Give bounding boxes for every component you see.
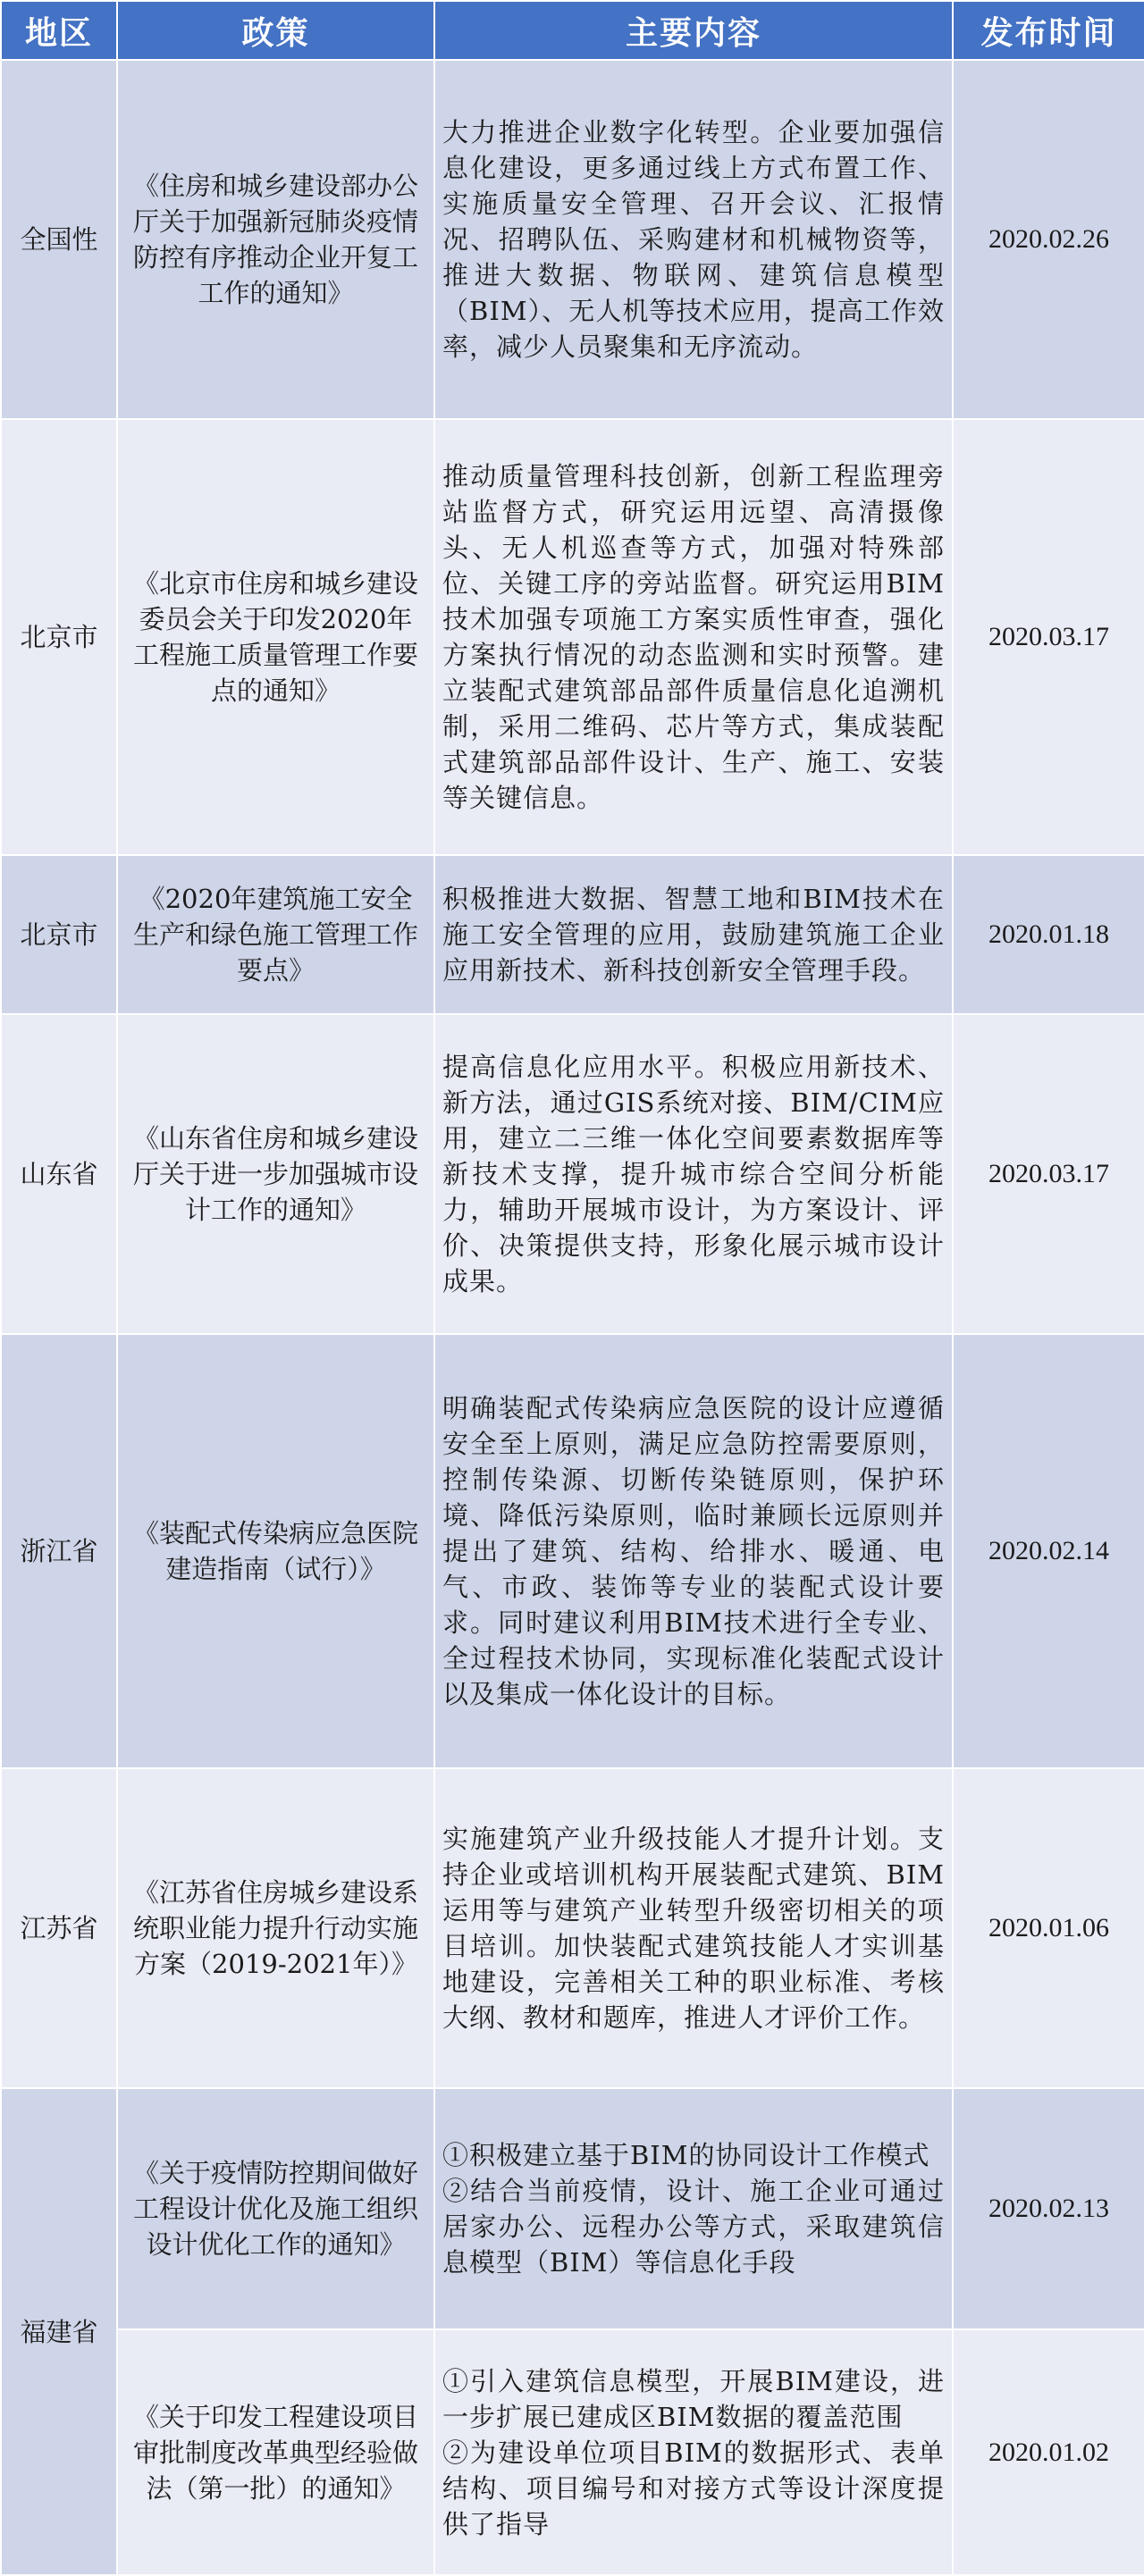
policy-cell: 《关于印发工程建设项目审批制度改革典型经验做法（第一批）的通知》 [117,2329,434,2575]
table-row [1,2088,1144,2329]
table-row [1,855,1144,1014]
date-cell: 2020.02.14 [953,1334,1144,1768]
region-cell: 江苏省 [1,1768,117,2088]
content-cell: 大力推进企业数字化转型。企业要加强信息化建设，更多通过线上方式布置工作、实施质量安全管理、召开会议、汇报情况、招聘队伍、采购建材和机械物资等，推进大数据、物联网、建筑信息模型（BIM）、无人机等技术应用，提高工作效率，减少人员聚集和无序流动。 [434,60,953,419]
policy-cell: 《山东省住房和城乡建设厅关于进一步加强城市设计工作的通知》 [117,1014,434,1334]
header-region: 地区 [1,1,117,60]
content-line: ①引入建筑信息模型，开展BIM建设，进一步扩展已建成区BIM数据的覆盖范围 [442,2365,945,2432]
content-line: ②为建设单位项目BIM的数据形式、表单结构、项目编号和对接方式等设计深度提供了指导 [442,2437,945,2539]
policy-cell: 《装配式传染病应急医院建造指南（试行）》 [117,1334,434,1768]
table-row [1,60,1144,419]
content-cell: 提高信息化应用水平。积极应用新技术、新方法，通过GIS系统对接、BIM/CIM应用，建立二三维一体化空间要素数据库等新技术支撑，提升城市综合空间分析能力，辅助开展城市设计，为方案设计、评价、决策提供支持，形象化展示城市设计成果。 [434,1014,953,1334]
table-row [1,1334,1144,1768]
content-cell: 积极推进大数据、智慧工地和BIM技术在施工安全管理的应用，鼓励建筑施工企业应用新技术、新科技创新安全管理手段。 [434,855,953,1014]
policy-cell: 《江苏省住房城乡建设系统职业能力提升行动实施方案（2019-2021年）》 [117,1768,434,2088]
content-cell [434,2088,953,2329]
content-cell: 推动质量管理科技创新，创新工程监理旁站监督方式，研究运用远望、高清摄像头、无人机巡查等方式，加强对特殊部位、关键工序的旁站监督。研究运用BIM技术加强专项施工方案实质性审查，强化方案执行情况的动态监测和实时预警。建立装配式建筑部品部件质量信息化追溯机制，采用二维码、芯片等方式，集成装配式建筑部品部件设计、生产、施工、安装等关键信息。 [434,419,953,855]
region-cell: 浙江省 [1,1334,117,1768]
content-line: ②结合当前疫情，设计、施工企业可通过居家办公、远程办公等方式，采取建筑信息模型（BIM）等信息化手段 [442,2176,945,2278]
table-header-row [1,1,1144,60]
policy-cell: 《北京市住房和城乡建设委员会关于印发2020年工程施工质量管理工作要点的通知》 [117,419,434,855]
content-cell [434,2329,953,2575]
date-cell: 2020.02.26 [953,60,1144,419]
header-content: 主要内容 [434,1,953,60]
table-row [1,419,1144,855]
date-cell: 2020.03.17 [953,1014,1144,1334]
date-cell: 2020.01.18 [953,855,1144,1014]
date-cell: 2020.02.13 [953,2088,1144,2329]
table-row [1,1768,1144,2088]
content-line: ①积极建立基于BIM的协同设计工作模式 [442,2140,930,2170]
date-cell: 2020.03.17 [953,419,1144,855]
policy-cell: 《住房和城乡建设部办公厅关于加强新冠肺炎疫情防控有序推动企业开复工工作的通知》 [117,60,434,419]
table-row [1,1014,1144,1334]
region-cell: 全国性 [1,60,117,419]
policy-cell: 《2020年建筑施工安全生产和绿色施工管理工作要点》 [117,855,434,1014]
region-cell: 北京市 [1,855,117,1014]
date-cell: 2020.01.02 [953,2329,1144,2575]
region-cell: 北京市 [1,419,117,855]
policy-cell: 《关于疫情防控期间做好工程设计优化及施工组织设计优化工作的通知》 [117,2088,434,2329]
date-cell: 2020.01.06 [953,1768,1144,2088]
region-cell: 山东省 [1,1014,117,1334]
region-cell: 福建省 [1,2088,117,2575]
table-row [1,2329,1144,2575]
header-date: 发布时间 [953,1,1144,60]
content-cell: 实施建筑产业升级技能人才提升计划。支持企业或培训机构开展装配式建筑、BIM 运用等与建筑产业转型升级密切相关的项目培训。加快装配式建筑技能人才实训基地建设，完善相关工种的职业标准、考核大纲、教材和题库，推进人才评价工作。 [434,1768,953,2088]
header-policy: 政策 [117,1,434,60]
content-cell: 明确装配式传染病应急医院的设计应遵循安全至上原则，满足应急防控需要原则，控制传染源、切断传染链原则，保护环境、降低污染原则，临时兼顾长远原则并提出了建筑、结构、给排水、暖通、电气、市政、装饰等专业的装配式设计要求。同时建议利用BIM技术进行全专业、全过程技术协同，实现标准化装配式设计以及集成一体化设计的目标。 [434,1334,953,1768]
